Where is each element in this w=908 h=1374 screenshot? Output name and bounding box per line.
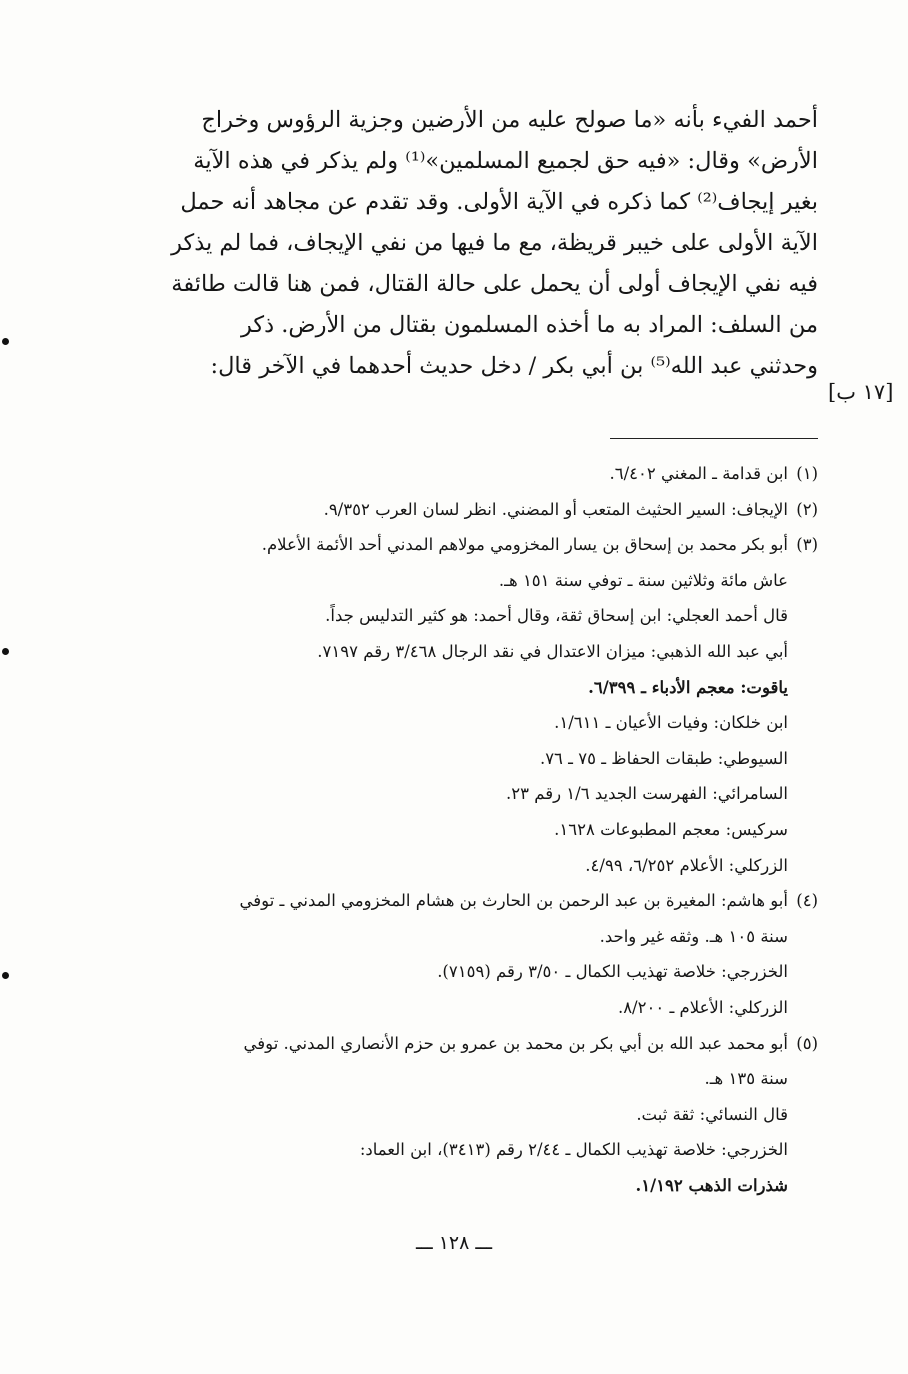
footnote-text: الإيجاف: السير الحثيث المتعب أو المضني. انظر لسان العرب ٩/٣٥٢. <box>323 499 788 519</box>
footnote-line <box>112 634 818 670</box>
footnote-line <box>112 848 818 884</box>
footnote-number: (٤) <box>796 891 818 911</box>
footnote-text: الخزرجي: خلاصة تهذيب الكمال ـ ٣/٥٠ رقم (٧١٥٩). <box>437 962 788 982</box>
footnote-text: سنة ١٣٥ هـ. <box>704 1069 788 1089</box>
body-line: الأرض» وقال: «فيه حق لجميع المسلمين»⁽¹⁾ ولم يذكر في هذه الآية <box>193 148 818 174</box>
footnote-text: أبو محمد عبد الله بن أبي بكر بن محمد بن عمرو بن حزم الأنصاري المدني. توفي <box>243 1033 788 1053</box>
footnote-line <box>112 954 818 990</box>
body-line: فيه نفي الإيجاف أولى أن يحمل على حالة القتال، فمن هنا قالت طائفة <box>171 271 818 297</box>
margin-folio-note: [١٧ ب] <box>828 380 894 404</box>
footnote-line <box>112 705 818 741</box>
main-text <box>118 100 818 387</box>
footnote-text: أبو هاشم: المغيرة بن عبد الرحمن بن الحارث بن هشام المخزومي المدني ـ توفي <box>239 891 788 911</box>
footnote-line <box>112 919 818 955</box>
footnote-text: أبو بكر محمد بن إسحاق بن يسار المخزومي مولاهم المدني أحد الأئمة الأعلام. <box>261 535 788 555</box>
footnote-text: قال النسائي: ثقة ثبت. <box>636 1104 788 1124</box>
footnote-line <box>112 776 818 812</box>
footnote-line <box>112 883 818 919</box>
footnote-text: قال أحمد العجلي: ابن إسحاق ثقة، وقال أحمد: هو كثير التدليس جداً. <box>325 606 788 626</box>
footnote-line <box>112 492 818 528</box>
footnote-text: السيوطي: طبقات الحفاظ ـ ٧٥ ـ ٧٦. <box>539 748 788 768</box>
body-line: من السلف: المراد به ما أخذه المسلمون بقتال من الأرض. ذكر <box>240 312 818 338</box>
footnote-line <box>112 1026 818 1062</box>
scan-margin-dot <box>2 648 9 655</box>
body-line: أحمد الفيء بأنه «ما صولح عليه من الأرضين وجزية الرؤوس وخراج <box>201 107 818 133</box>
footnote-text: الخزرجي: خلاصة تهذيب الكمال ـ ٢/٤٤ رقم (٣٤١٣)، ابن العماد: <box>359 1140 788 1160</box>
page-number: ـــ ١٢٨ ـــ <box>415 1232 493 1254</box>
footnote-text: ابن خلكان: وفيات الأعيان ـ ١/٦١١. <box>554 713 788 733</box>
scan-margin-dot <box>2 338 9 345</box>
footnote-text: السامرائي: الفهرست الجديد ١/٦ رقم ٢٣. <box>505 784 788 804</box>
footnote-number: (٥) <box>796 1033 818 1053</box>
footnote-text: ابن قدامة ـ المغني ٦/٤٠٢. <box>609 464 788 483</box>
body-line: الآية الأولى على خيبر قريظة، مع ما فيها من نفي الإيجاف، فما لم يذكر <box>171 230 818 256</box>
body-line: وحدثني عبد الله⁽⁵⁾ بن أبي بكر / دخل حديث أحدهما في الآخر قال: <box>210 353 818 379</box>
footnote-line <box>112 812 818 848</box>
footnote-line <box>112 1132 818 1168</box>
footnote-text: سركيس: معجم المطبوعات ١٦٢٨. <box>554 819 788 839</box>
footnote-line <box>112 527 818 563</box>
footnote-text: الزركلي: الأعلام ٦/٢٥٢، ٤/٩٩. <box>585 855 788 875</box>
footnote-number: (٣) <box>796 535 818 555</box>
footnote-text: ياقوت: معجم الأدباء ـ ٦/٣٩٩. <box>588 677 788 697</box>
footnote-text: شذرات الذهب ١/١٩٢. <box>635 1175 788 1195</box>
footnote-line <box>112 990 818 1026</box>
footnote-text: سنة ١٠٥ هـ. وثقه غير واحد. <box>599 926 788 946</box>
footnotes <box>112 456 818 1203</box>
footnote-text: أبي عبد الله الذهبي: ميزان الاعتدال في نقد الرجال ٣/٤٦٨ رقم ٧١٩٧. <box>317 641 788 661</box>
footnote-line <box>112 670 818 706</box>
footnote-separator <box>610 438 818 439</box>
footnote-line <box>112 1097 818 1133</box>
body-line: بغير إيجاف⁽²⁾ كما ذكره في الآية الأولى. وقد تقدم عن مجاهد أنه حمل <box>180 189 818 215</box>
footnote-line <box>112 741 818 777</box>
footnote-number: (١) <box>796 464 818 483</box>
scan-margin-dot <box>2 972 9 979</box>
footnote-line <box>112 1168 818 1204</box>
footnote-text: عاش مائة وثلاثين سنة ـ توفي سنة ١٥١ هـ. <box>498 570 788 590</box>
footnote-line <box>112 456 818 492</box>
footnote-text: الزركلي: الأعلام ـ ٨/٢٠٠. <box>617 997 788 1017</box>
footnote-line <box>112 1061 818 1097</box>
footnote-line <box>112 598 818 634</box>
footnote-line <box>112 563 818 599</box>
footnote-number: (٢) <box>796 499 818 519</box>
